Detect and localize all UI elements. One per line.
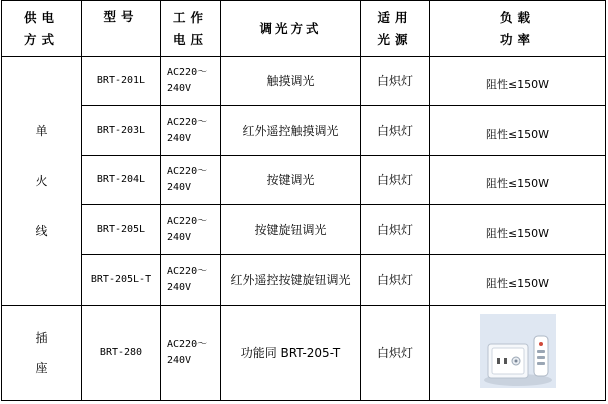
voltage-cell: AC220～ 240V	[161, 205, 221, 255]
light-source-cell: 白炽灯	[361, 205, 430, 255]
dimming-mode-cell: 红外遥控按键旋钮调光	[221, 255, 361, 306]
model-cell: BRT-205L-T	[82, 255, 161, 306]
spec-table	[1, 0, 606, 401]
light-source-cell: 白炽灯	[361, 57, 430, 106]
voltage-cell: AC220～ 240V	[161, 156, 221, 205]
power-type-single-fire: 单 火 线	[2, 57, 82, 306]
product-image-cell	[430, 306, 606, 401]
light-source-cell: 白炽灯	[361, 156, 430, 205]
light-source-cell: 白炽灯	[361, 106, 430, 156]
header-voltage: 工作 电压	[161, 1, 221, 57]
model-cell: BRT-203L	[82, 106, 161, 156]
voltage-cell: AC220～ 240V	[161, 255, 221, 306]
header-model: 型号	[82, 1, 161, 57]
voltage-cell: AC220～ 240V	[161, 106, 221, 156]
load-cell: 阻性≤150W	[430, 205, 606, 255]
table-row	[2, 255, 606, 306]
header-power-type: 供电 方式	[2, 1, 82, 57]
header-load-power: 负载 功率	[430, 1, 606, 57]
load-cell: 阻性≤150W	[430, 57, 606, 106]
model-cell: BRT-201L	[82, 57, 161, 106]
power-type-socket: 插 座	[2, 306, 82, 401]
header-dimming-mode: 调光方式	[221, 1, 361, 57]
table-row	[2, 57, 606, 106]
load-cell: 阻性≤150W	[430, 106, 606, 156]
dimming-mode-cell: 红外遥控触摸调光	[221, 106, 361, 156]
dimming-mode-cell: 按键旋钮调光	[221, 205, 361, 255]
header-row	[2, 1, 606, 57]
table-row	[2, 205, 606, 255]
table-row	[2, 156, 606, 205]
dimming-mode-cell: 触摸调光	[221, 57, 361, 106]
model-cell: BRT-204L	[82, 156, 161, 205]
voltage-cell: AC220～ 240V	[161, 57, 221, 106]
light-source-cell: 白炽灯	[361, 306, 430, 401]
load-cell: 阻性≤150W	[430, 156, 606, 205]
voltage-cell: AC220～ 240V	[161, 306, 221, 401]
table-row	[2, 306, 606, 401]
dimming-mode-cell: 按键调光	[221, 156, 361, 205]
table-row	[2, 106, 606, 156]
socket-dimmer-product-icon	[480, 314, 556, 388]
load-cell: 阻性≤150W	[430, 255, 606, 306]
dimming-mode-cell: 功能同 BRT-205-T	[221, 306, 361, 401]
light-source-cell: 白炽灯	[361, 255, 430, 306]
product-image	[480, 314, 556, 388]
model-cell: BRT-205L	[82, 205, 161, 255]
model-cell: BRT-280	[82, 306, 161, 401]
header-light-source: 适用 光源	[361, 1, 430, 57]
